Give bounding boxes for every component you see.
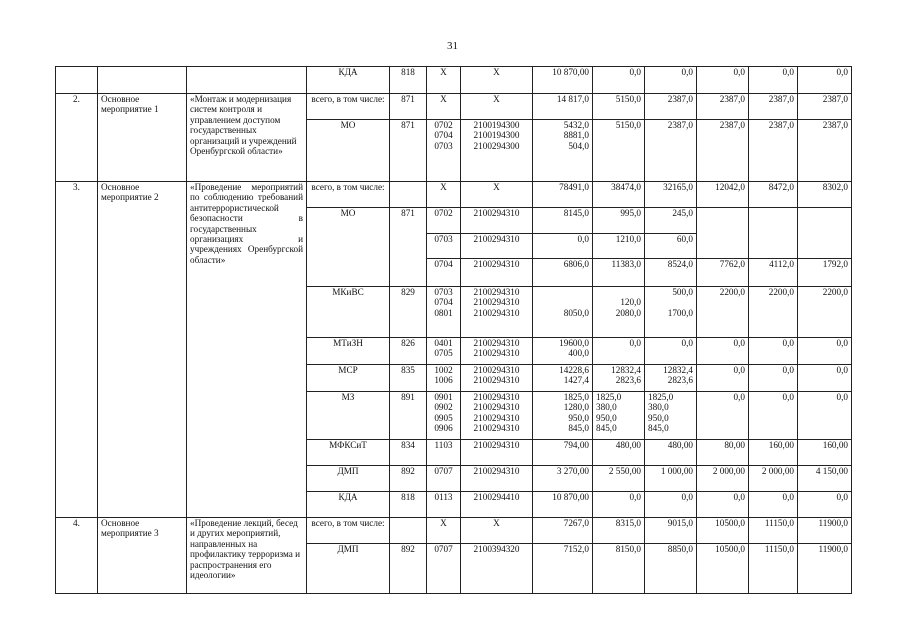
cell-v6 [798,234,852,259]
cell-v2: 12832,4 2823,6 [593,365,645,392]
cell-csr: 2100294310 2100294310 2100294310 [461,287,533,338]
cell-v5: 4112,0 [749,259,798,287]
cell-v5: 2 000,00 [749,466,798,492]
cell-rz: Х [427,67,461,94]
cell-v2: 995,0 [593,208,645,234]
cell-grbs: 829 [390,287,427,338]
cell-num: 2. [56,94,98,182]
cell-v6: 1792,0 [798,259,852,287]
cell-v4: 0,0 [697,492,749,518]
cell-v5: 11150,0 [749,518,798,544]
cell-v1: 10 870,00 [533,492,593,518]
cell-exec: МО [307,120,390,182]
cell-v4: 0,0 [697,392,749,440]
cell-csr: 2100294310 [461,208,533,234]
cell-v5: 0,0 [749,392,798,440]
cell-rz: 0901 0902 0905 0906 [427,392,461,440]
cell-desc: «Проведение лекций, бесед и других мероприятий, направленных на профилактику терроризма и распространения его идеологии» [187,518,307,594]
cell-v6: 8302,0 [798,182,852,208]
cell-rz: 0704 [427,259,461,287]
cell-v3: 1 000,00 [645,466,697,492]
cell-v2: 0,0 [593,338,645,365]
cell-csr: 2100394320 [461,544,533,594]
cell-grbs: 892 [390,544,427,594]
cell-csr: Х [461,94,533,120]
cell-rz: 0702 0704 0703 [427,120,461,182]
cell-v3: 32165,0 [645,182,697,208]
cell-exec: всего, в том числе: [307,182,390,208]
cell-v4: 2 000,00 [697,466,749,492]
cell-name: Основное мероприятие 1 [98,94,187,182]
cell-v5: 8472,0 [749,182,798,208]
cell-exec: ДМП [307,466,390,492]
cell-v1: 5432,0 8881,0 504,0 [533,120,593,182]
cell-v6: 160,00 [798,440,852,466]
cell-v3: 8524,0 [645,259,697,287]
cell-desc [187,67,307,94]
cell-v2: 1825,0 380,0 950,0 845,0 [593,392,645,440]
cell-v6: 2387,0 [798,120,852,182]
cell-grbs: 826 [390,338,427,365]
cell-v6: 0,0 [798,392,852,440]
cell-v3: 0,0 [645,492,697,518]
cell-v3: 0,0 [645,67,697,94]
cell-rz: 0703 0704 0801 [427,287,461,338]
program-finance-table [55,66,852,594]
cell-v3: 2387,0 [645,94,697,120]
cell-v2: 5150,0 [593,94,645,120]
cell-rz: 0113 [427,492,461,518]
cell-v1: 3 270,00 [533,466,593,492]
cell-v5 [749,234,798,259]
cell-csr: 2100294410 [461,492,533,518]
cell-v6: 0,0 [798,492,852,518]
cell-exec: МЗ [307,392,390,440]
cell-v6: 11900,0 [798,518,852,544]
cell-v2: 1210,0 [593,234,645,259]
cell-exec: всего, в том числе: [307,94,390,120]
cell-csr: 2100294310 [461,440,533,466]
cell-rz: 0703 [427,234,461,259]
cell-grbs: 892 [390,466,427,492]
cell-csr: 2100294310 [461,234,533,259]
cell-grbs [390,182,427,208]
cell-v2: 2 550,00 [593,466,645,492]
page-number: 31 [447,40,458,52]
cell-v1: 8145,0 [533,208,593,234]
cell-v1: 14228,6 1427,4 [533,365,593,392]
cell-v2: 0,0 [593,67,645,94]
cell-exec: КДА [307,67,390,94]
cell-v6: 2200,0 [798,287,852,338]
cell-v5: 11150,0 [749,544,798,594]
cell-v5 [749,208,798,234]
cell-csr: 2100294310 2100294310 [461,338,533,365]
cell-grbs: 818 [390,492,427,518]
cell-v2: 8150,0 [593,544,645,594]
cell-exec: МКиВС [307,287,390,338]
cell-exec: МСР [307,365,390,392]
cell-v4: 0,0 [697,365,749,392]
cell-v4: 2200,0 [697,287,749,338]
cell-rz: Х [427,182,461,208]
cell-name: Основное мероприятие 2 [98,182,187,518]
cell-v1: 14 817,0 [533,94,593,120]
cell-rz: 0707 [427,466,461,492]
cell-v2: 120,0 2080,0 [593,287,645,338]
cell-desc: «Монтаж и модернизация систем контроля и управлением доступом государственных организаций и учреждений Оренбургской области» [187,94,307,182]
cell-rz: Х [427,94,461,120]
cell-grbs: 871 [390,208,427,287]
cell-csr: 2100294310 [461,466,533,492]
cell-v4: 0,0 [697,67,749,94]
cell-v3: 480,00 [645,440,697,466]
cell-v1: 794,00 [533,440,593,466]
cell-v3: 245,0 [645,208,697,234]
cell-grbs: 871 [390,94,427,120]
cell-v6: 2387,0 [798,94,852,120]
cell-name: Основное мероприятие 3 [98,518,187,594]
cell-grbs: 818 [390,67,427,94]
cell-v4: 0,0 [697,338,749,365]
cell-v1: 6806,0 [533,259,593,287]
cell-v2: 480,00 [593,440,645,466]
cell-v4: 80,00 [697,440,749,466]
cell-exec: МТиЗН [307,338,390,365]
cell-csr: 2100294310 2100294310 2100294310 2100294310 [461,392,533,440]
cell-rz: 0707 [427,544,461,594]
cell-v1: 78491,0 [533,182,593,208]
cell-v6: 0,0 [798,338,852,365]
cell-csr: Х [461,518,533,544]
cell-exec: КДА [307,492,390,518]
cell-v3: 1825,0 380,0 950,0 845,0 [645,392,697,440]
cell-rz: 0401 0705 [427,338,461,365]
cell-grbs: 891 [390,392,427,440]
cell-v5: 0,0 [749,492,798,518]
cell-rz: Х [427,518,461,544]
cell-v6: 0,0 [798,365,852,392]
cell-csr: Х [461,182,533,208]
cell-exec: МО [307,208,390,287]
cell-v4: 10500,0 [697,544,749,594]
cell-csr: 2100294310 2100294310 [461,365,533,392]
cell-v5: 2200,0 [749,287,798,338]
cell-rz: 1002 1006 [427,365,461,392]
cell-v1: 19600,0 400,0 [533,338,593,365]
cell-v4: 12042,0 [697,182,749,208]
cell-v6 [798,208,852,234]
cell-v6: 0,0 [798,67,852,94]
cell-v5: 0,0 [749,365,798,392]
cell-num [56,67,98,94]
cell-v2: 5150,0 [593,120,645,182]
cell-v4: 7762,0 [697,259,749,287]
cell-v5: 2387,0 [749,94,798,120]
cell-v3: 8850,0 [645,544,697,594]
cell-v5: 160,00 [749,440,798,466]
cell-v1: 0,0 [533,234,593,259]
cell-v4: 10500,0 [697,518,749,544]
cell-v6: 11900,0 [798,544,852,594]
cell-grbs: 835 [390,365,427,392]
cell-v3: 0,0 [645,338,697,365]
table-row [56,94,852,120]
cell-v2: 38474,0 [593,182,645,208]
cell-desc: «Проведение мероприятий по соблюдению требований антитеррористической безопасности в государственных организациях и учреждениях Оренбургской области» [187,182,307,518]
cell-name [98,67,187,94]
cell-v2: 8315,0 [593,518,645,544]
cell-v6: 4 150,00 [798,466,852,492]
cell-rz: 0702 [427,208,461,234]
table-row [56,182,852,208]
cell-grbs [390,518,427,544]
cell-v2: 0,0 [593,492,645,518]
cell-v1: 7152,0 [533,544,593,594]
cell-csr: 2100194300 2100194300 2100294300 [461,120,533,182]
cell-num: 3. [56,182,98,518]
cell-v2: 11383,0 [593,259,645,287]
table-row [56,67,852,94]
cell-exec: всего, в том числе: [307,518,390,544]
cell-grbs: 871 [390,120,427,182]
cell-v1: 8050,0 [533,287,593,338]
cell-v5: 0,0 [749,67,798,94]
cell-v4: 2387,0 [697,94,749,120]
cell-v1: 10 870,00 [533,67,593,94]
cell-v1: 1825,0 1280,0 950,0 845,0 [533,392,593,440]
cell-exec: ДМП [307,544,390,594]
cell-v3: 60,0 [645,234,697,259]
cell-v4 [697,234,749,259]
cell-csr: 2100294310 [461,259,533,287]
cell-v4 [697,208,749,234]
cell-v3: 9015,0 [645,518,697,544]
table-row [56,518,852,544]
cell-rz: 1103 [427,440,461,466]
cell-grbs: 834 [390,440,427,466]
cell-v3: 12832,4 2823,6 [645,365,697,392]
cell-v5: 2387,0 [749,120,798,182]
cell-v1: 7267,0 [533,518,593,544]
cell-v3: 500,0 1700,0 [645,287,697,338]
cell-v3: 2387,0 [645,120,697,182]
cell-v5: 0,0 [749,338,798,365]
cell-v4: 2387,0 [697,120,749,182]
cell-csr: Х [461,67,533,94]
cell-exec: МФКСиТ [307,440,390,466]
cell-num: 4. [56,518,98,594]
